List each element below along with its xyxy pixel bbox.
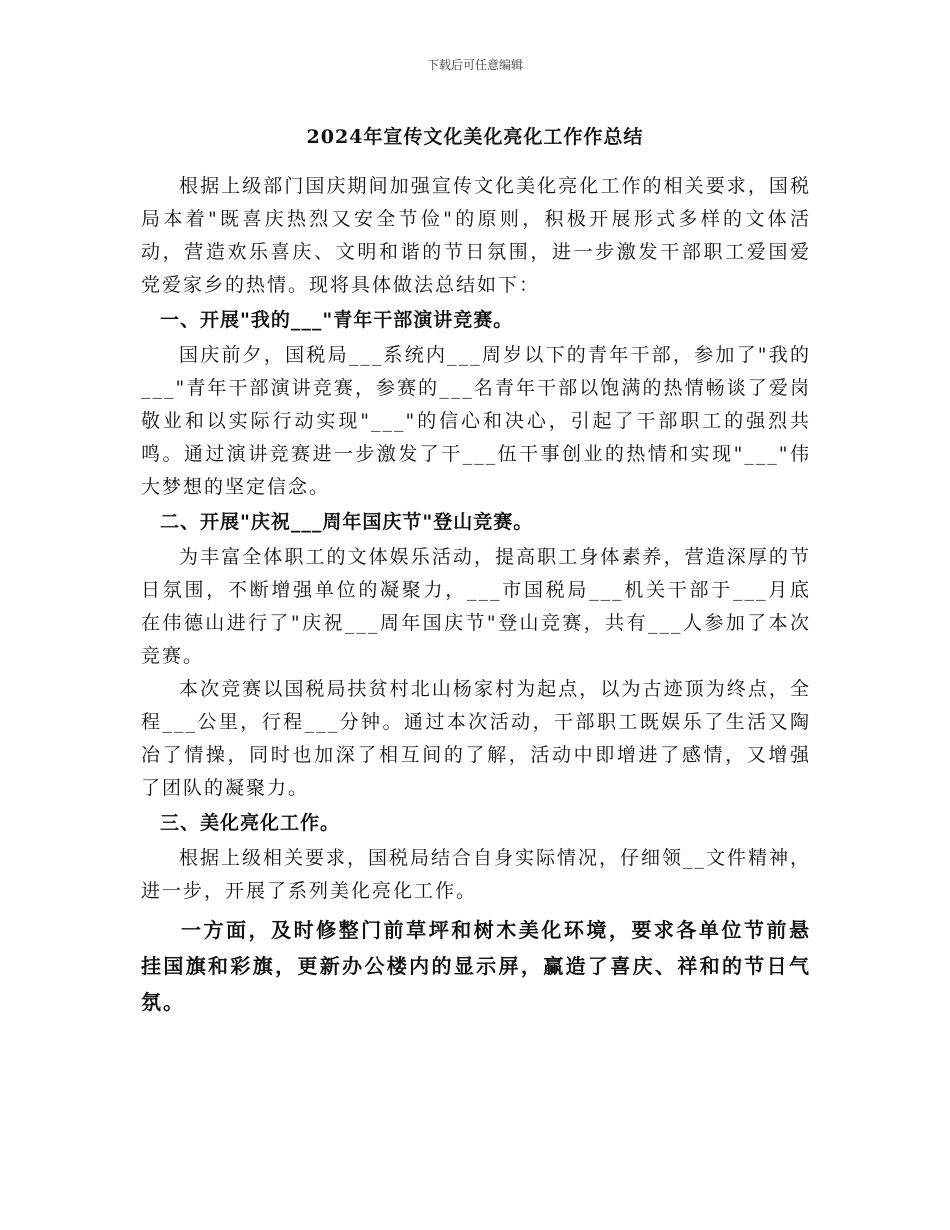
section-1-heading: 一、开展"我的___"青年干部演讲竞赛。 (160, 309, 514, 331)
intro-paragraph: 根据上级部门国庆期间加强宣传文化美化亮化工作的相关要求，国税局本着"既喜庆热烈又安全节俭"的原则，积极开展形式多样的文体活动，营造欢乐喜庆、文明和谐的节日氛围，进一步激发干部职工爱国爱党爱家乡的热情。现将具体做法总结如下： (141, 175, 811, 296)
document-body (141, 170, 811, 1020)
section-2-paragraph-2: 本次竞赛以国税局扶贫村北山杨家村为起点，以为古迹顶为终点，全程___公里，行程___分钟。通过本次活动，干部职工既娱乐了生活又陶冶了情操，同时也加深了相互间的了解，活动中即增进了感情，又增强了团队的凝聚力。 (141, 678, 811, 799)
section-3-heading: 三、美化亮化工作。 (160, 812, 341, 834)
page-header: 下载后可任意编辑 (426, 58, 523, 72)
section-2-heading: 二、开展"庆祝___周年国庆节"登山竞赛。 (160, 511, 534, 533)
section-3-paragraph-1: 根据上级相关要求，国税局结合自身实际情况，仔细领__文件精神，进一步，开展了系列美化亮化工作。 (141, 847, 812, 902)
document-title: 2024年宣传文化美化亮化工作作总结 (306, 126, 644, 148)
section-1-paragraph: 国庆前夕，国税局___系统内___周岁以下的青年干部，参加了"我的___"青年干部演讲竞赛，参赛的___名青年干部以饱满的热情畅谈了爱岗敬业和以实际行动实现"___"的信心和决心，引起了干部职工的强烈共鸣。通过演讲竞赛进一步激发了干___伍干事创业的热情和实现"___"伟大梦想的坚定信念。 (141, 344, 811, 498)
section-3-paragraph-2: 一方面，及时修整门前草坪和树木美化环境，要求各单位节前悬挂国旗和彩旗，更新办公楼内的显示屏，赢造了喜庆、祥和的节日气氛。 (141, 918, 811, 1014)
section-2-paragraph-1: 为丰富全体职工的文体娱乐活动，提高职工身体素养，营造深厚的节日氛围，不断增强单位的凝聚力，___市国税局___机关干部于___月底在伟德山进行了"庆祝___周年国庆节"登山竞赛，共有___人参加了本次竞赛。 (141, 546, 811, 667)
